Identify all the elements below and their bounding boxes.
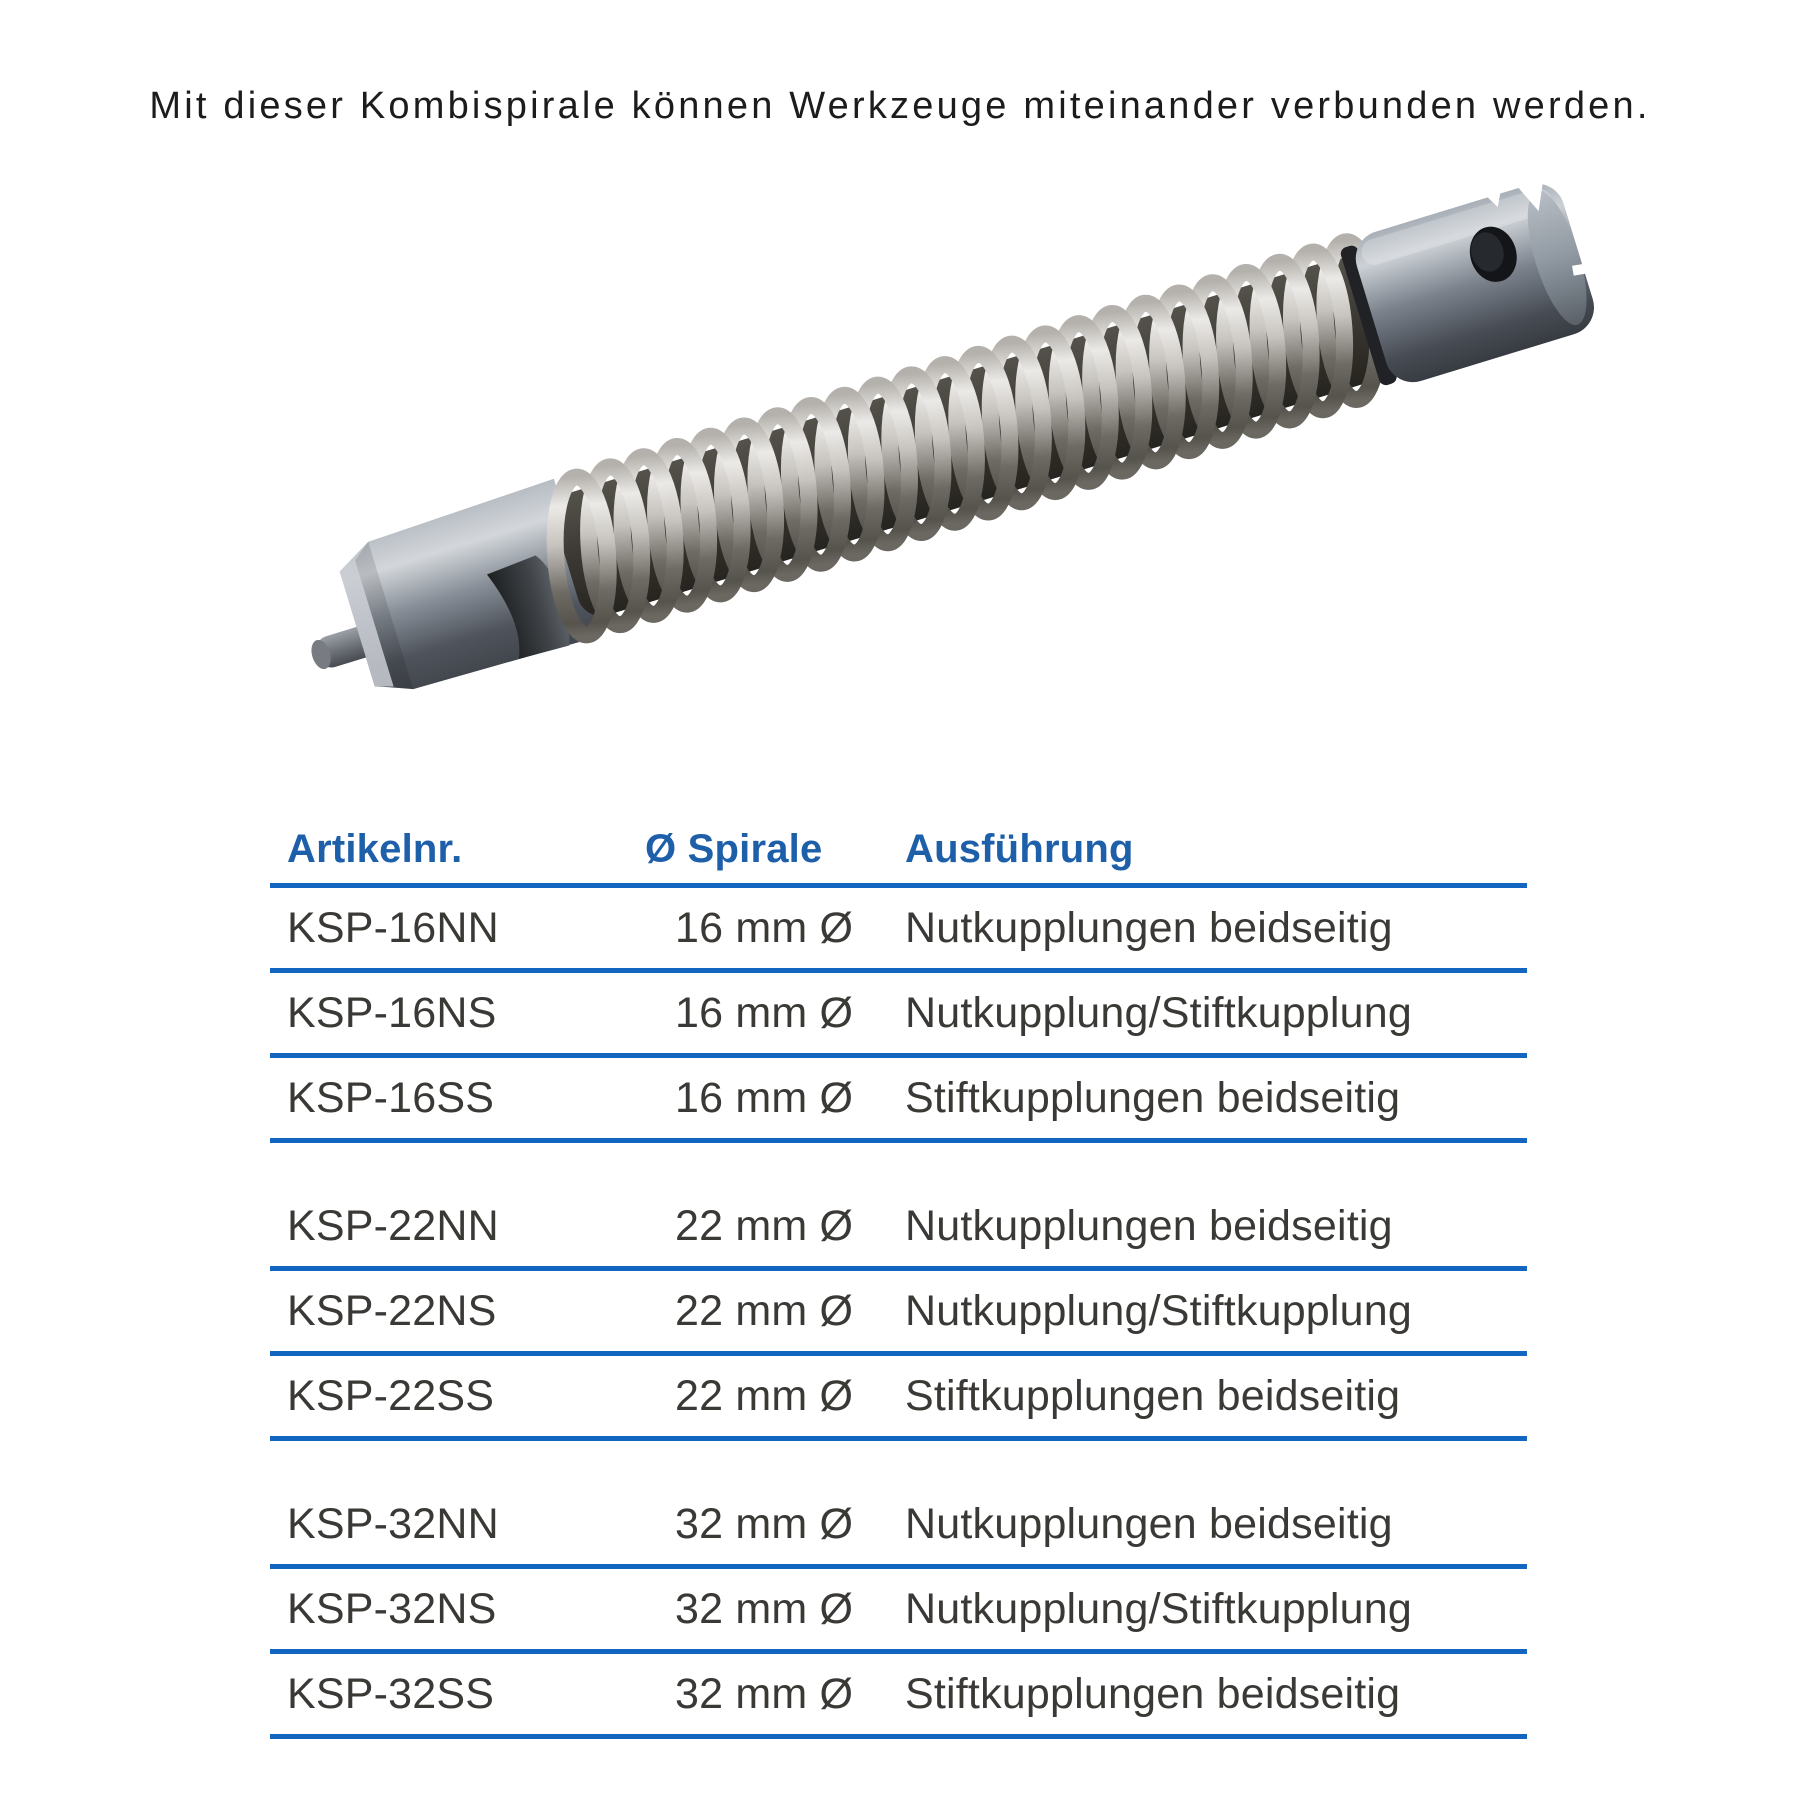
- artikelnr-cell: KSP-32NS: [287, 1584, 497, 1633]
- artikelnr-cell: KSP-16SS: [287, 1073, 495, 1122]
- spirale-cell: 32 mm Ø: [675, 1669, 854, 1718]
- ausfuehrung-cell: Nutkupplungen beidseitig: [905, 1499, 1393, 1548]
- artikelnr-cell: KSP-32NN: [287, 1499, 499, 1548]
- artikelnr-cell: KSP-22NN: [287, 1201, 499, 1250]
- spirale-cell: 22 mm Ø: [675, 1201, 854, 1250]
- table-row: [270, 1569, 1527, 1654]
- table-row: [270, 1356, 1527, 1441]
- product-image-kombispirale: [240, 130, 1660, 760]
- table-header-row: [270, 815, 1527, 888]
- artikelnr-cell: KSP-16NS: [287, 988, 497, 1037]
- table-row: [270, 1484, 1527, 1569]
- ausfuehrung-cell: Nutkupplungen beidseitig: [905, 903, 1393, 952]
- table-row: [270, 1186, 1527, 1271]
- artikelnr-cell: KSP-16NN: [287, 903, 499, 952]
- table-row: [270, 1654, 1527, 1739]
- spirale-cell: 16 mm Ø: [675, 903, 854, 952]
- ausfuehrung-cell: Stiftkupplungen beidseitig: [905, 1371, 1401, 1420]
- artikelnr-cell: KSP-22NS: [287, 1286, 497, 1335]
- spirale-cell: 22 mm Ø: [675, 1371, 854, 1420]
- artikelnr-cell: KSP-32SS: [287, 1669, 495, 1718]
- table-row: [270, 888, 1527, 973]
- column-header-artikelnr: Artikelnr.: [287, 826, 463, 871]
- ausfuehrung-cell: Stiftkupplungen beidseitig: [905, 1073, 1401, 1122]
- spirale-cell: 22 mm Ø: [675, 1286, 854, 1335]
- spirale-cell: 16 mm Ø: [675, 1073, 854, 1122]
- page-headline: Mit dieser Kombispirale können Werkzeuge miteinander verbunden werden.: [149, 85, 1651, 127]
- spirale-cell: 32 mm Ø: [675, 1584, 854, 1633]
- column-header-spirale: Ø Spirale: [645, 826, 823, 871]
- article-table: [270, 815, 1527, 1739]
- ausfuehrung-cell: Nutkupplung/Stiftkupplung: [905, 1584, 1413, 1633]
- artikelnr-cell: KSP-22SS: [287, 1371, 495, 1420]
- ausfuehrung-cell: Stiftkupplungen beidseitig: [905, 1669, 1401, 1718]
- table-row: [270, 1058, 1527, 1143]
- group-spacer: [270, 1143, 1527, 1186]
- ausfuehrung-cell: Nutkupplung/Stiftkupplung: [905, 1286, 1413, 1335]
- column-header-ausfuehrung: Ausführung: [905, 826, 1134, 871]
- group-spacer: [270, 1441, 1527, 1484]
- table-row: [270, 973, 1527, 1058]
- ausfuehrung-cell: Nutkupplungen beidseitig: [905, 1201, 1393, 1250]
- spirale-cell: 16 mm Ø: [675, 988, 854, 1037]
- right-coupling: [1346, 167, 1608, 389]
- table-row: [270, 1271, 1527, 1356]
- spirale-cell: 32 mm Ø: [675, 1499, 854, 1548]
- ausfuehrung-cell: Nutkupplung/Stiftkupplung: [905, 988, 1413, 1037]
